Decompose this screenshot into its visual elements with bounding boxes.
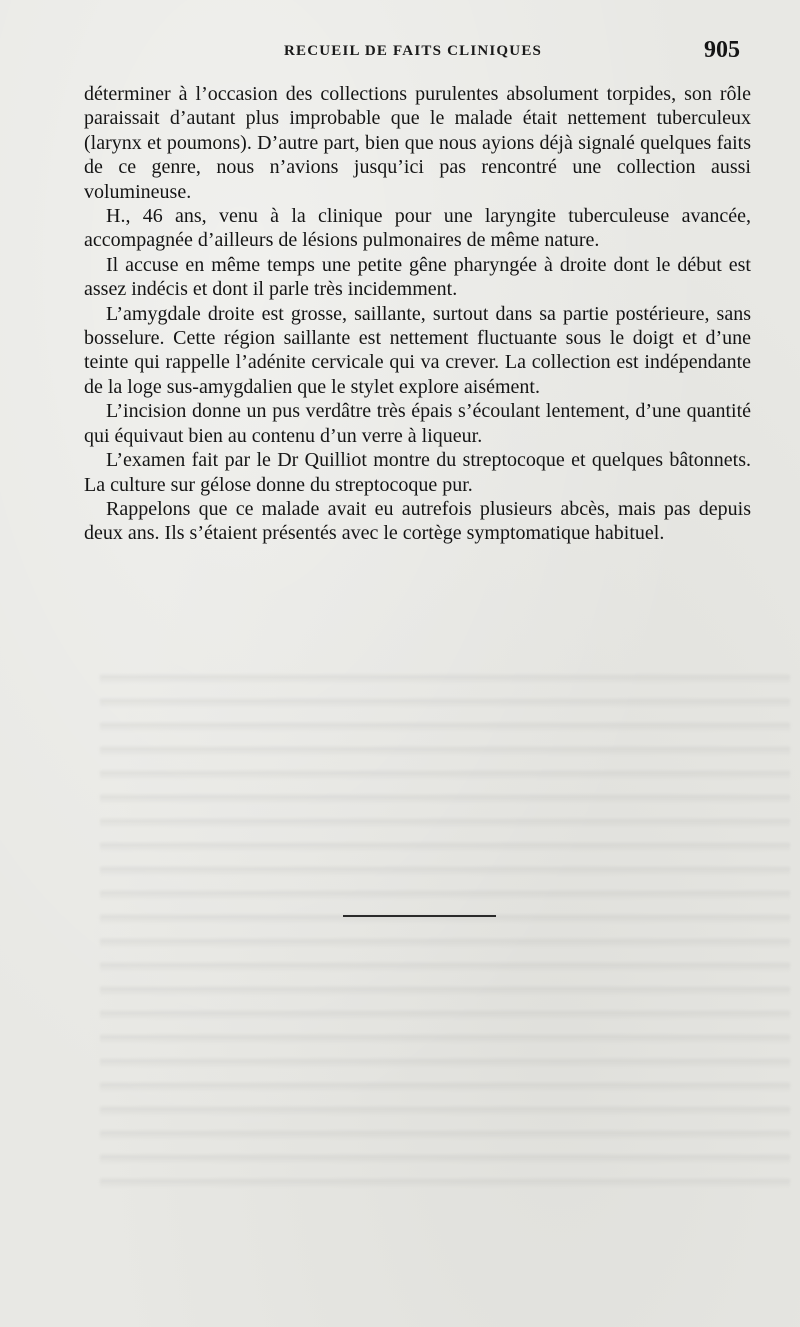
paragraph-examination: L’amygdale droite est grosse, saillante, surtout dans sa partie postérieure, sans bosselure. Cette région saillante est nettement fluctuante sous le doigt et d’une teinte qui rappelle l’adénite cervicale qui va crever. La collection est indépendante de la loge sus-amygdalien que le stylet explore aisément. <box>84 302 751 398</box>
paragraph-bacteriology: L’examen fait par le Dr Quilliot montre du streptocoque et quelques bâtonnets. La culture sur gélose donne du streptocoque pur. <box>84 449 751 496</box>
paragraph-incision: L’incision donne un pus verdâtre très épais s’écoulant lentement, d’une quantité qui équivaut bien au contenu d’un verre à liqueur. <box>84 400 751 447</box>
section-end-rule <box>343 915 496 917</box>
running-head <box>0 37 800 67</box>
body-text <box>84 82 751 546</box>
running-title: RECUEIL DE FAITS CLINIQUES <box>284 43 543 59</box>
show-through-text <box>100 660 790 1200</box>
paragraph-history: Rappelons que ce malade avait eu autrefois plusieurs abcès, mais pas depuis deux ans. Ils s’étaient présentés avec le cortège symptomatique habituel. <box>84 497 751 545</box>
page-number: 905 <box>704 37 740 63</box>
paragraph-case-intro: H., 46 ans, venu à la clinique pour une laryngite tuberculeuse avancée, accompagnée d’ailleurs de lésions pulmonaires de même nature. <box>84 205 751 252</box>
paragraph-symptom: Il accuse en même temps une petite gêne pharyngée à droite dont le début est assez indécis et dont il parle très incidemment. <box>84 253 751 301</box>
paragraph-continuation: déterminer à l’occasion des collections purulentes absolument torpides, son rôle paraissait d’autant plus improbable que le malade était nettement tuberculeux (larynx et poumons). D’autre part, bien que nous ayions déjà signalé quelques faits de ce genre, nous n’avions jusqu’ici pas rencontré une collection aussi volumineuse. <box>84 83 751 203</box>
